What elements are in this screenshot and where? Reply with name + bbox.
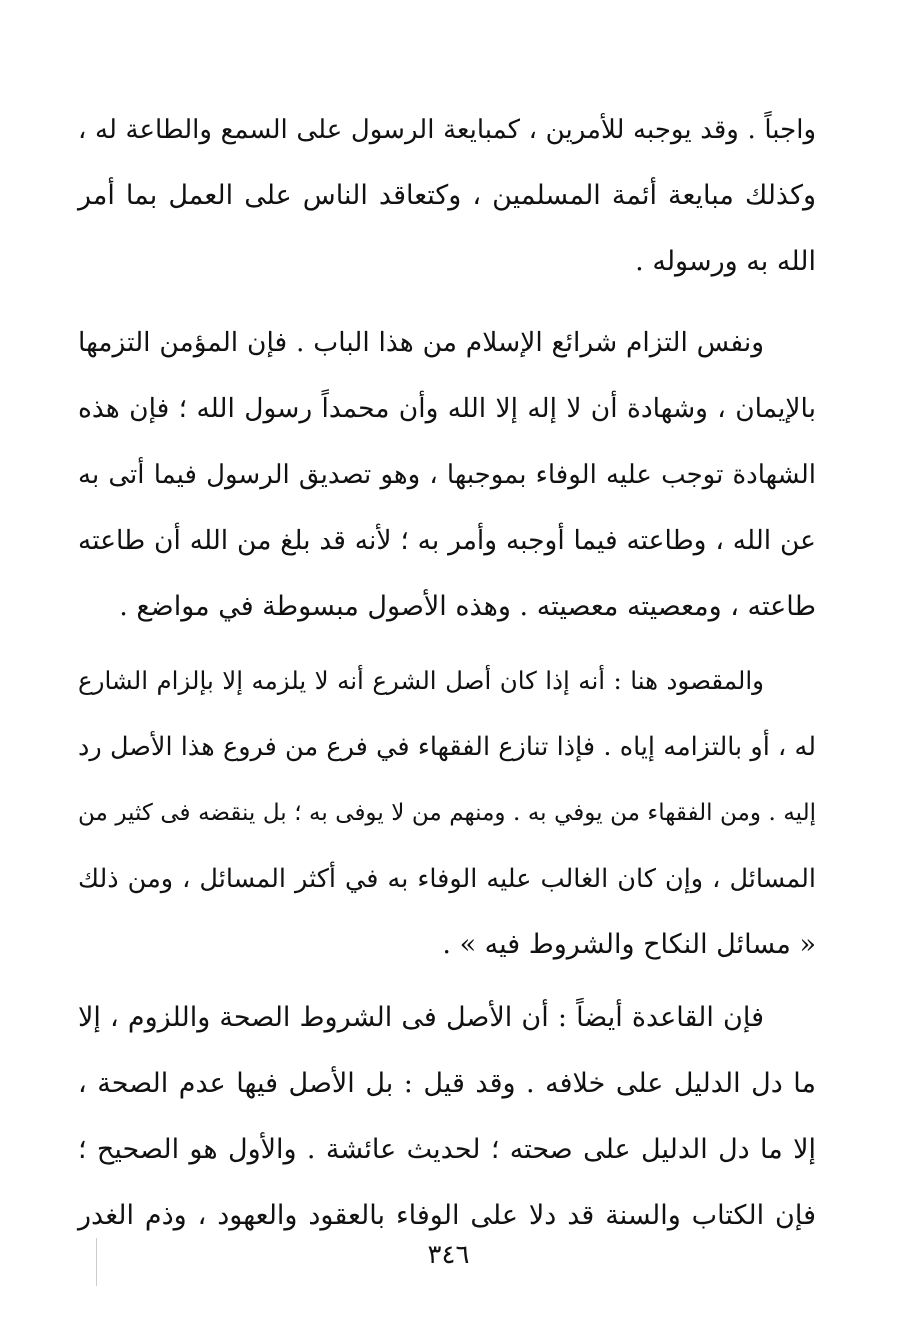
text-line: المسائل ، وإن كان الغالب عليه الوفاء به في أكثر المسائل ، ومن ذلك xyxy=(78,864,816,894)
text-line: إليه . ومن الفقهاء من يوفي به . ومنهم من لا يوفى به ؛ بل ينقضه فى كثير من xyxy=(78,800,816,826)
text-line: عن الله ، وطاعته فيما أوجبه وأمر به ؛ لأنه قد بلغ من الله أن طاعته xyxy=(78,525,816,556)
text-line: طاعته ، ومعصيته معصيته . وهذه الأصول مبسوطة في مواضع . xyxy=(119,591,816,622)
paragraph-3 xyxy=(78,648,816,978)
text-line: والمقصود هنا : أنه إذا كان أصل الشرع أنه لا يلزمه إلا بإلزام الشارع xyxy=(78,666,764,695)
text-line: « مسائل النكاح والشروط فيه » . xyxy=(442,929,816,960)
text-line: له ، أو بالتزامه إياه . فإذا تنازع الفقهاء في فرع من فروع هذا الأصل رد xyxy=(78,732,816,762)
paragraph-2 xyxy=(78,310,816,640)
text-line: فإن الكتاب والسنة قد دلا على الوفاء بالعقود والعهود ، وذم الغدر xyxy=(78,1200,817,1231)
text-line: ما دل الدليل على خلافه . وقد قيل : بل الأصل فيها عدم الصحة ، xyxy=(78,1068,816,1099)
paragraph-4 xyxy=(78,985,816,1249)
text-line: الشهادة توجب عليه الوفاء بموجبها ، وهو تصديق الرسول فيما أتى به xyxy=(78,460,816,490)
paragraph-1 xyxy=(78,97,816,295)
text-line: الله به ورسوله . xyxy=(635,246,816,277)
text-line: فإن القاعدة أيضاً : أن الأصل فى الشروط الصحة واللزوم ، إلا xyxy=(78,1002,764,1033)
page-number: ٣٤٦ xyxy=(427,1240,470,1270)
text-line: ونفس التزام شرائع الإسلام من هذا الباب . فإن المؤمن التزمها xyxy=(78,327,764,358)
text-line: وكذلك مبايعة أئمة المسلمين ، وكتعاقد الناس على العمل بما أمر xyxy=(78,180,816,211)
text-line: واجباً . وقد يوجبه للأمرين ، كمبايعة الرسول على السمع والطاعة له ، xyxy=(78,115,816,145)
text-line: بالإيمان ، وشهادة أن لا إله إلا الله وأن محمداً رسول الله ؛ فإن هذه xyxy=(78,393,816,424)
text-line: إلا ما دل الدليل على صحته ؛ لحديث عائشة . والأول هو الصحيح ؛ xyxy=(78,1134,816,1165)
